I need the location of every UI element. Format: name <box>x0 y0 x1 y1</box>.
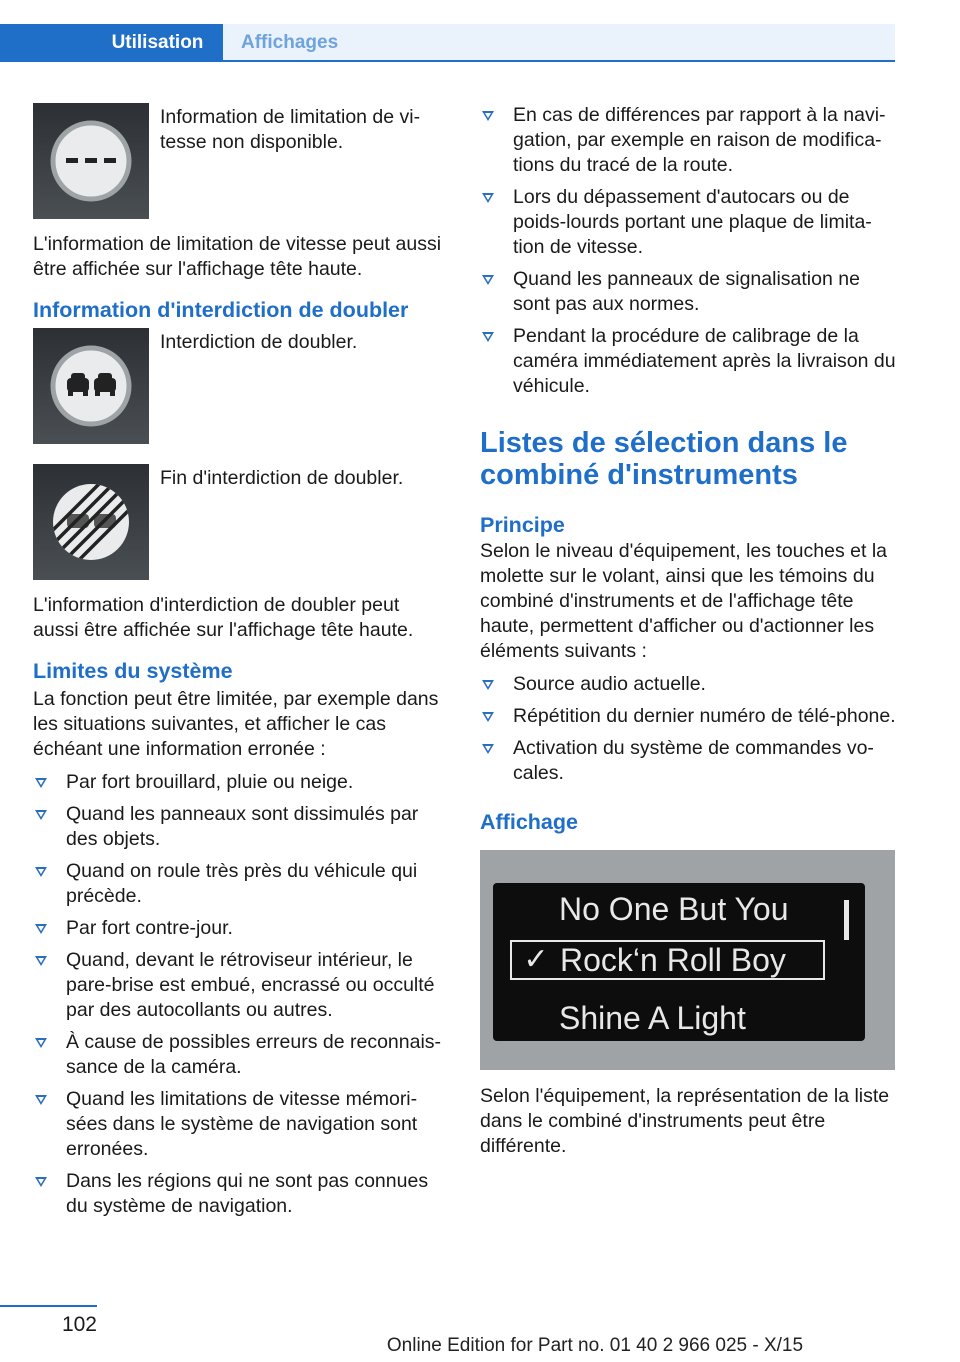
list-item: En cas de différences par rapport à la navi-gation, par exemple en raison de modifica-tions du tracé de la route. <box>480 103 896 178</box>
figure-caption: Fin d'interdiction de doubler. <box>160 467 404 489</box>
list-entry: Shine A Light <box>559 1000 746 1036</box>
left-column <box>33 103 448 1226</box>
limits-list <box>33 770 448 1219</box>
figure-caption: Interdiction de doubler. <box>160 331 358 353</box>
paragraph: Selon l'équipement, la représentation de la liste dans le combiné d'instruments peut être différente. <box>480 1085 890 1157</box>
list-entry-selected <box>493 940 865 992</box>
right-column <box>480 103 896 1159</box>
page-number: 102 <box>61 1313 97 1336</box>
paragraph: L'information d'interdiction de doubler peut aussi être affichée sur l'affichage tête haute. <box>33 594 414 641</box>
page-number-rule <box>0 1305 97 1307</box>
list-item: Quand, devant le rétroviseur intérieur, le pare-brise est embué, encrassé ou occulté par des autocollants ou autres. <box>33 948 448 1023</box>
limits-list-continued <box>480 103 896 399</box>
list-entry: No One But You <box>559 891 789 927</box>
figure-caption: Information de limitation de vi-tesse non disponible. <box>160 106 421 153</box>
list-item: Dans les régions qui ne sont pas connues du système de navigation. <box>33 1169 448 1219</box>
section-heading: Information d'interdiction de doubler <box>33 298 409 322</box>
speed-limit-unavailable-icon <box>33 103 149 219</box>
chapter-heading: Listes de sélection dans le combiné d'instruments <box>480 427 848 491</box>
list-item: Lors du dépassement d'autocars ou de poids-lourds portant une plaque de limita-tion de vitesse. <box>480 185 896 260</box>
scrollbar-indicator <box>844 900 849 940</box>
list-item: Quand les panneaux de signalisation ne sont pas aux normes. <box>480 267 896 317</box>
end-no-overtaking-icon <box>33 464 149 580</box>
list-item: Quand les limitations de vitesse mémori-sées dans le système de navigation sont erronées. <box>33 1087 448 1162</box>
header-divider <box>0 60 895 62</box>
bullet-triangle-icon <box>482 111 494 121</box>
list-item: Par fort contre-jour. <box>33 916 448 941</box>
bullet-triangle-icon <box>35 956 47 966</box>
bullet-triangle-icon <box>482 193 494 203</box>
bullet-triangle-icon <box>35 867 47 877</box>
no-overtaking-icon <box>33 328 149 444</box>
tab-affichages[interactable]: Affichages <box>223 24 895 62</box>
list-item: Source audio actuelle. <box>480 672 896 697</box>
bullet-triangle-icon <box>482 680 494 690</box>
list-item: Par fort brouillard, pluie ou neige. <box>33 770 448 795</box>
bullet-triangle-icon <box>35 924 47 934</box>
bullet-triangle-icon <box>35 1095 47 1105</box>
paragraph: La fonction peut être limitée, par exemple dans les situations suivantes, et afficher le cas échéant une information erronée : <box>33 688 439 760</box>
edition-footer: Online Edition for Part no. 01 40 2 966 025 - X/15 <box>386 1335 804 1356</box>
bullet-triangle-icon <box>482 744 494 754</box>
bullet-triangle-icon <box>35 778 47 788</box>
bullet-triangle-icon <box>482 712 494 722</box>
paragraph: Selon le niveau d'équipement, les touches et la molette sur le volant, ainsi que les témoins du combiné d'instruments et de l'affichage tête haute, permettent d'afficher ou d'actionner les éléments suivants : <box>480 540 887 662</box>
list-item: Activation du système de commandes vo-cales. <box>480 736 896 786</box>
paragraph: L'information de limitation de vitesse peut aussi être affichée sur l'affichage tête haute. <box>33 233 442 280</box>
figure-speed-limit-unavailable <box>33 103 448 219</box>
figure-no-overtaking <box>33 328 448 444</box>
figure-end-no-overtaking <box>33 464 448 580</box>
checkmark-icon: ✓ <box>523 943 549 976</box>
bullet-triangle-icon <box>482 275 494 285</box>
section-heading: Principe <box>480 513 565 537</box>
tab-utilisation[interactable]: Utilisation <box>0 24 223 62</box>
bullet-triangle-icon <box>482 332 494 342</box>
list-item: À cause de possibles erreurs de reconnais-sance de la caméra. <box>33 1030 448 1080</box>
bullet-triangle-icon <box>35 810 47 820</box>
list-item: Répétition du dernier numéro de télé-phone. <box>480 704 896 729</box>
instrument-cluster-list-figure <box>480 850 895 1070</box>
section-heading: Limites du système <box>33 659 233 683</box>
cluster-screen <box>493 883 865 1041</box>
section-heading: Affichage <box>480 810 578 834</box>
bullet-triangle-icon <box>35 1038 47 1048</box>
bullet-triangle-icon <box>35 1177 47 1187</box>
chapter-tabs <box>0 24 895 62</box>
list-item: Pendant la procédure de calibrage de la caméra immédiatement après la livraison du véhicule. <box>480 324 896 399</box>
principle-list <box>480 672 896 786</box>
list-item: Quand les panneaux sont dissimulés par des objets. <box>33 802 448 852</box>
list-item: Quand on roule très près du véhicule qui précède. <box>33 859 448 909</box>
selection-frame: ✓ Rock‘n Roll Boy <box>510 940 825 980</box>
